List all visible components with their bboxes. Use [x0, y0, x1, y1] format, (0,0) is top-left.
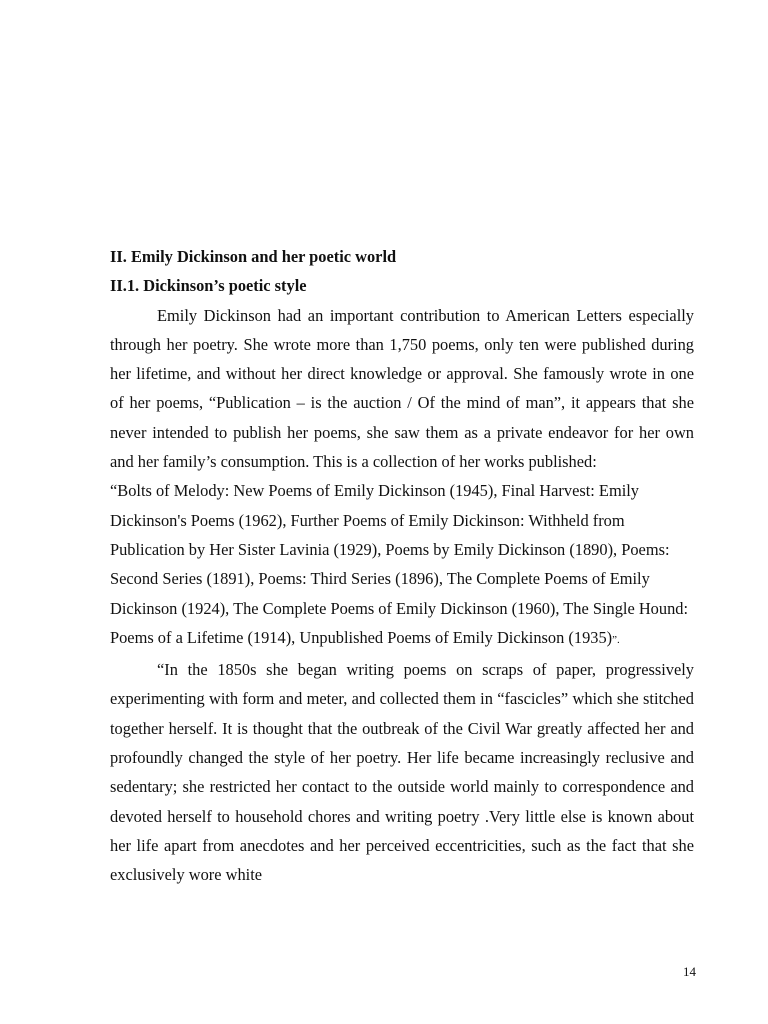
subsection-heading: II.1. Dickinson’s poetic style [110, 276, 307, 296]
works-list [110, 476, 694, 655]
works-list-close-quote: ”. [612, 633, 620, 646]
works-list-text: “Bolts of Melody: New Poems of Emily Dickinson (1945), Final Harvest: Emily Dickinson's Poems (1962), Further Poems of Emily Dickinson: Withheld from Publication by Her Sister Lavinia (1929), Poems by Emily Dickinson (1890), Poems: Second Series (1891), Poems: Third Series (1896), The Complete Poems of Emily Dickinson (1924), The Complete Poems of Emily Dickinson (1960), The Single Hound: Poems of a Lifetime (1914), Unpublished Poems of Emily Dickinson (1935) [110, 481, 689, 647]
page-body [110, 242, 694, 890]
section-heading: II. Emily Dickinson and her poetic world [110, 247, 397, 266]
paragraph-intro: Emily Dickinson had an important contribution to American Letters especially through her poetry. She wrote more than 1,750 poems, only ten were published during her lifetime, and without her direct knowledge or approval. She famously wrote in one of her poems, “Publication – is the auction / Of the mind of man”, it appears that she never intended to publish her poems, she saw them as a private endeavor for her own and her family’s consumption. This is a collection of her works published: [110, 305, 694, 472]
page-number: 14 [683, 964, 696, 979]
paragraph-biography: “In the 1850s she began writing poems on scraps of paper, progressively experimenting with form and meter, and collected them in “fascicles” which she stitched together herself. It is thought that the outbreak of the Civil War greatly affected her and profoundly changed the style of her poetry. Her life became increasingly reclusive and sedentary; she restricted her contact to the outside world mainly to correspondence and devoted herself to household chores and writing poetry .Very little else is known about her life apart from anecdotes and her perceived eccentricities, such as the fact that she exclusively wore white [110, 660, 694, 885]
